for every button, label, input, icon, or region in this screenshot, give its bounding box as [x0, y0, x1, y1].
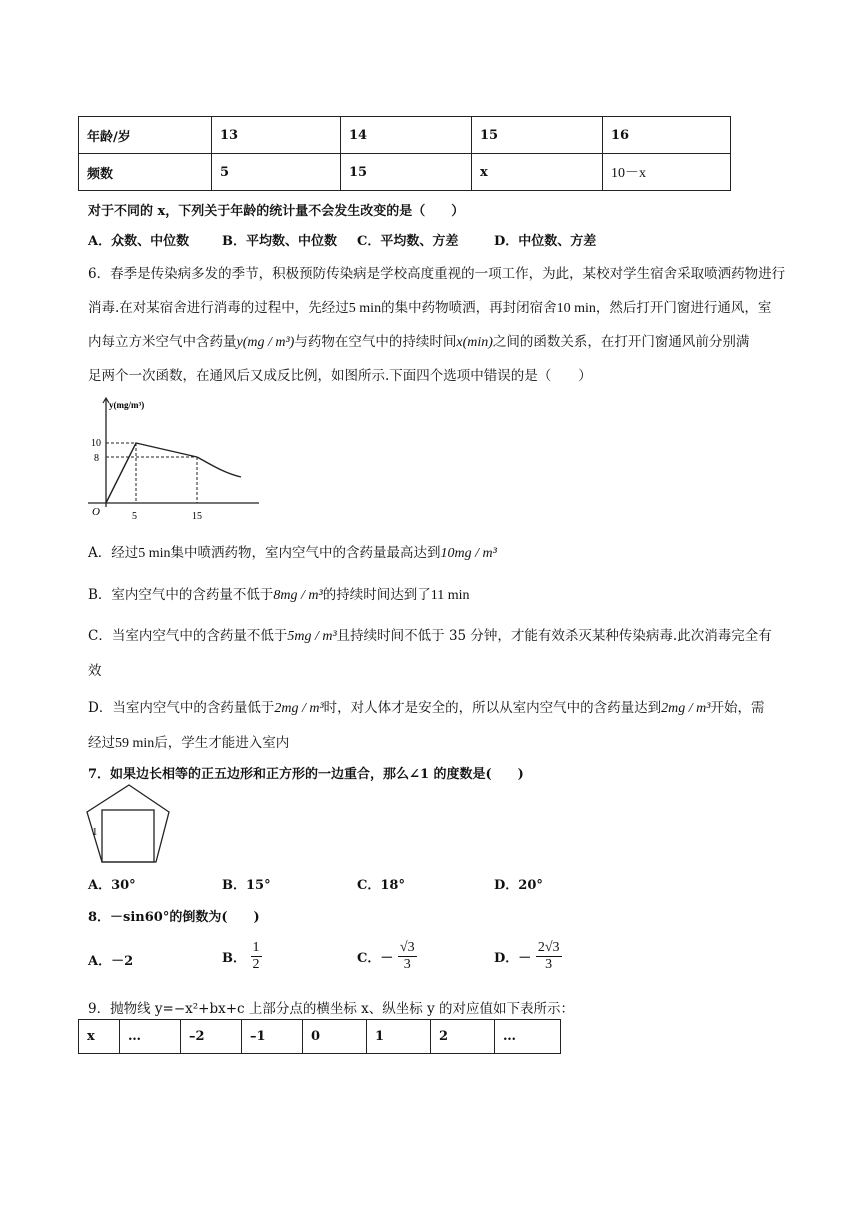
- pentagon-square-figure: [84, 782, 174, 868]
- option-c: C．－ $\frac{√3}{3}$: [357, 940, 415, 972]
- age-frequency-table: [78, 116, 731, 191]
- question-6-option-d: D．当室内空气中的含药量低于2mg / m³时，对人体才是安全的，所以从室内空气中的含药量达到2mg / m³开始，需: [88, 700, 765, 716]
- option-d: D．－ $\frac{2√3}{3}$: [494, 940, 560, 972]
- fraction: $\frac{√3}{3}$: [399, 940, 415, 972]
- linear-segments: [106, 443, 197, 503]
- table-cell: 年龄/岁: [79, 117, 212, 154]
- angle-1-label: 1: [92, 826, 98, 838]
- fraction: $\frac{2√3}{3}$: [537, 940, 560, 972]
- square: [102, 810, 154, 862]
- option-a: A．30°: [88, 878, 136, 893]
- question-6-line-3: 内每立方米空气中含药量y(mg / m³)与药物在空气中的持续时间x(min)之间的函数关系，在打开门窗通风前分别满: [88, 334, 750, 350]
- question-6-line-4: 足两个一次函数，在通风后又成反比例，如图所示.下面四个选项中错误的是（ ）: [88, 368, 592, 384]
- parabola-value-table: [78, 1019, 561, 1054]
- tick-label-8: 8: [94, 453, 99, 464]
- question-6-option-b: B．室内空气中的含药量不低于8mg / m³的持续时间达到了11 min: [88, 587, 470, 603]
- table-cell: x: [472, 154, 603, 191]
- question-6-line-2: 消毒.在对某宿舍进行消毒的过程中，先经过5 min的集中药物喷洒，再封闭宿舍10 min，然后打开门窗进行通风，室: [88, 300, 772, 316]
- question-6-option-c: C．当室内空气中的含药量不低于5mg / m³且持续时间不低于 35 分钟，才能有效杀灭某种传染病毒.此次消毒完全有: [88, 628, 772, 644]
- table-cell: 频数: [79, 154, 212, 191]
- table-cell: 15: [341, 154, 472, 191]
- option-d: D．中位数、方差: [494, 234, 597, 249]
- table-cell: x: [79, 1020, 120, 1054]
- option-d: D．20°: [494, 878, 543, 893]
- inverse-curve: [197, 457, 241, 477]
- option-b: B．15°: [222, 878, 271, 893]
- option-c: C．平均数、方差: [357, 234, 459, 249]
- question-9-stem: 9．抛物线 y=−x²+bx+c 上部分点的横坐标 x、纵坐标 y 的对应值如下表所示：: [88, 1001, 574, 1017]
- question-6-option-c-cont: 效: [88, 663, 102, 679]
- question-8-stem: 8．－sin60°的倒数为( ): [88, 910, 260, 925]
- tick-label-10: 10: [91, 438, 101, 449]
- table-cell: 10－x: [603, 154, 731, 191]
- table-cell: 0: [303, 1020, 367, 1054]
- option-b: B．平均数、中位数: [222, 234, 337, 249]
- table-cell: …: [495, 1020, 561, 1054]
- question-7-stem: 7．如果边长相等的正五边形和正方形的一边重合，那么∠1 的度数是( ): [88, 767, 524, 782]
- question-6-option-a: A．经过5 min集中喷洒药物，室内空气中的含药量最高达到10mg / m³: [88, 545, 497, 561]
- concentration-graph: [84, 395, 274, 530]
- table-cell: –1: [242, 1020, 303, 1054]
- table-cell: 1: [367, 1020, 431, 1054]
- table-cell: –2: [181, 1020, 242, 1054]
- option-a: A．众数、中位数: [88, 234, 190, 249]
- table-cell: 14: [341, 117, 472, 154]
- origin-label: O: [92, 506, 100, 518]
- table-cell: 5: [212, 154, 341, 191]
- question-6-option-d-cont: 经过59 min后，学生才能进入室内: [88, 735, 290, 751]
- option-c: C．18°: [357, 878, 405, 893]
- tick-label-5: 5: [132, 511, 137, 522]
- table-cell: 15: [472, 117, 603, 154]
- option-a: A．－2: [88, 954, 134, 969]
- table-cell: …: [120, 1020, 181, 1054]
- question-5-stem: 对于不同的 x，下列关于年龄的统计量不会发生改变的是（ ）: [88, 204, 465, 219]
- fraction: $\frac{1}{2}$: [252, 940, 260, 972]
- table-cell: 13: [212, 117, 341, 154]
- tick-label-15: 15: [192, 511, 202, 522]
- table-cell: 2: [431, 1020, 495, 1054]
- option-b: B． $\frac{1}{2}$: [222, 940, 260, 972]
- table-cell: 16: [603, 117, 731, 154]
- y-axis-label: y(mg/m³): [109, 400, 145, 410]
- question-6-line-1: 6．春季是传染病多发的季节，积极预防传染病是学校高度重视的一项工作，为此，某校对学生宿舍采取喷洒药物进行: [88, 266, 786, 282]
- pentagon: [87, 785, 169, 862]
